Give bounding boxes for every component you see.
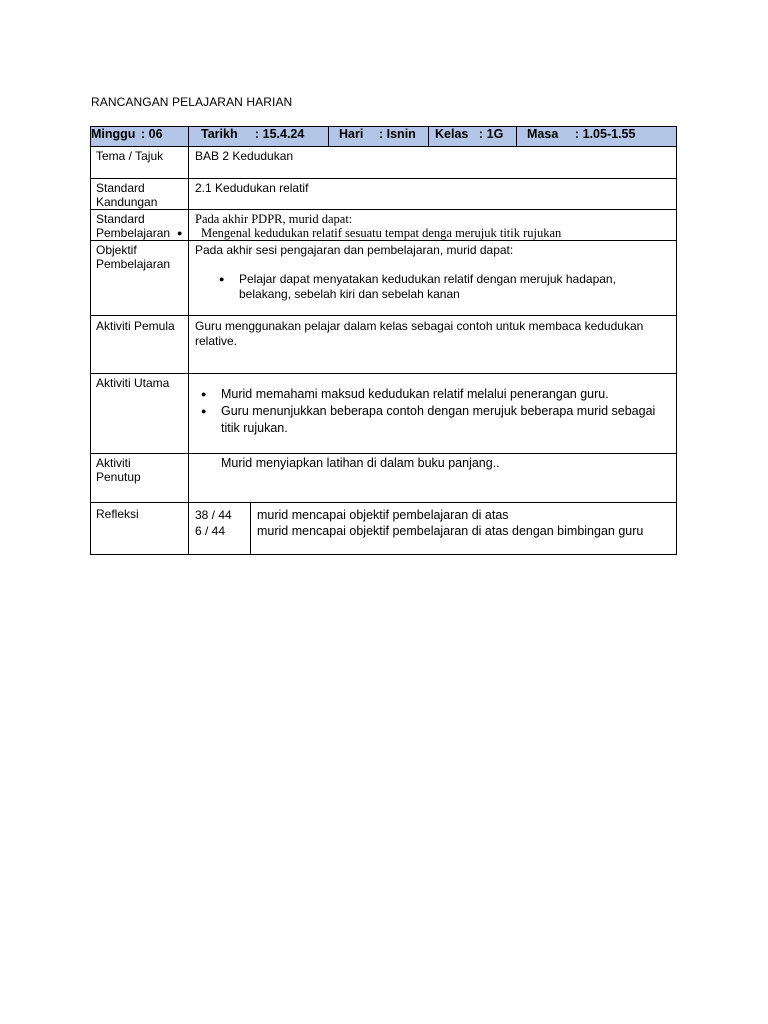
refleksi-count-cell xyxy=(189,503,251,555)
aktiviti-pemula-label: Aktiviti Pemula xyxy=(91,316,189,374)
tarikh-value: : 15.4.24 xyxy=(255,127,305,141)
refleksi-count-1: 38 / 44 xyxy=(195,508,232,522)
minggu-value: : 06 xyxy=(141,127,163,141)
minggu-label: Minggu xyxy=(91,127,136,141)
aktiviti-utama-list xyxy=(195,386,668,437)
objektif-list xyxy=(195,272,676,302)
list-item: ● Guru menunjukkan beberapa contoh dengan merujuk beberapa murid sebagai titik rujukan. xyxy=(195,403,668,437)
aktiviti-utama-value xyxy=(189,374,677,454)
refleksi-count-2: 6 / 44 xyxy=(195,524,226,538)
standard-kandungan-label-line-1: Standard xyxy=(96,181,145,195)
standard-pembelajaran-list xyxy=(171,226,676,240)
page-title: RANCANGAN PELAJARAN HARIAN xyxy=(91,95,293,109)
aktiviti-penutup-label-line-2: Penutup xyxy=(96,470,141,484)
hari-cell xyxy=(329,127,429,147)
objektif-row xyxy=(91,241,677,316)
list-item: ● Mengenal kedudukan relatif sesuatu tempat denga merujuk titik rujukan xyxy=(171,226,676,240)
hari-label: Hari xyxy=(339,127,364,141)
minggu-cell xyxy=(91,127,189,147)
refleksi-label: Refleksi xyxy=(91,503,189,555)
aktiviti-penutup-value: Murid menyiapkan latihan di dalam buku panjang.. xyxy=(189,454,677,503)
masa-label: Masa xyxy=(527,127,559,141)
standard-pembelajaran-label-line-1: Standard xyxy=(96,212,145,226)
tarikh-label: Tarikh xyxy=(201,127,238,141)
aktiviti-penutup-label-line-1: Aktiviti xyxy=(96,456,131,470)
kelas-cell xyxy=(429,127,517,147)
aktiviti-utama-row xyxy=(91,374,677,454)
objektif-intro: Pada akhir sesi pengajaran dan pembelajaran, murid dapat: xyxy=(195,243,514,257)
header-row xyxy=(91,127,677,147)
tarikh-cell xyxy=(189,127,329,147)
refleksi-text-cell xyxy=(251,503,677,555)
kelas-value: : 1G xyxy=(479,127,504,141)
lesson-plan-table xyxy=(90,126,677,555)
tema-label: Tema / Tajuk xyxy=(91,147,189,179)
aktiviti-penutup-label xyxy=(91,454,189,503)
objektif-label-line-1: Objektif xyxy=(96,243,137,257)
list-item: ● Murid memahami maksud kedudukan relatif melalui penerangan guru. xyxy=(195,386,668,403)
objektif-label xyxy=(91,241,189,316)
hari-value: : Isnin xyxy=(379,127,416,141)
objektif-label-line-2: Pembelajaran xyxy=(96,257,171,271)
aktiviti-penutup-row xyxy=(91,454,677,503)
standard-kandungan-value: 2.1 Kedudukan relatif xyxy=(189,179,677,210)
kelas-label: Kelas xyxy=(435,127,469,141)
standard-pembelajaran-value xyxy=(189,210,677,241)
list-item: ● Pelajar dapat menyatakan kedudukan relatif dengan merujuk hadapan, belakang, sebelah kiri dan sebelah kanan xyxy=(213,272,646,302)
standard-pembelajaran-label-line-2: Pembelajaran xyxy=(96,226,171,240)
aktiviti-pemula-value: Guru menggunakan pelajar dalam kelas sebagai contoh untuk membaca kedudukan relative. xyxy=(189,316,677,374)
standard-kandungan-row xyxy=(91,179,677,210)
refleksi-text-2: murid mencapai objektif pembelajaran di atas dengan bimbingan guru xyxy=(257,524,644,538)
standard-kandungan-label xyxy=(91,179,189,210)
objektif-value xyxy=(189,241,677,316)
standard-pembelajaran-intro: Pada akhir PDPR, murid dapat: xyxy=(195,212,353,226)
standard-pembelajaran-row xyxy=(91,210,677,241)
masa-value: : 1.05-1.55 xyxy=(575,127,636,141)
aktiviti-pemula-row xyxy=(91,316,677,374)
tema-row xyxy=(91,147,677,179)
aktiviti-utama-label: Aktiviti Utama xyxy=(91,374,189,454)
masa-cell xyxy=(517,127,677,147)
tema-value: BAB 2 Kedudukan xyxy=(189,147,677,179)
refleksi-row xyxy=(91,503,677,555)
standard-kandungan-label-line-2: Kandungan xyxy=(96,195,158,209)
refleksi-text-1: murid mencapai objektif pembelajaran di atas xyxy=(257,508,509,522)
